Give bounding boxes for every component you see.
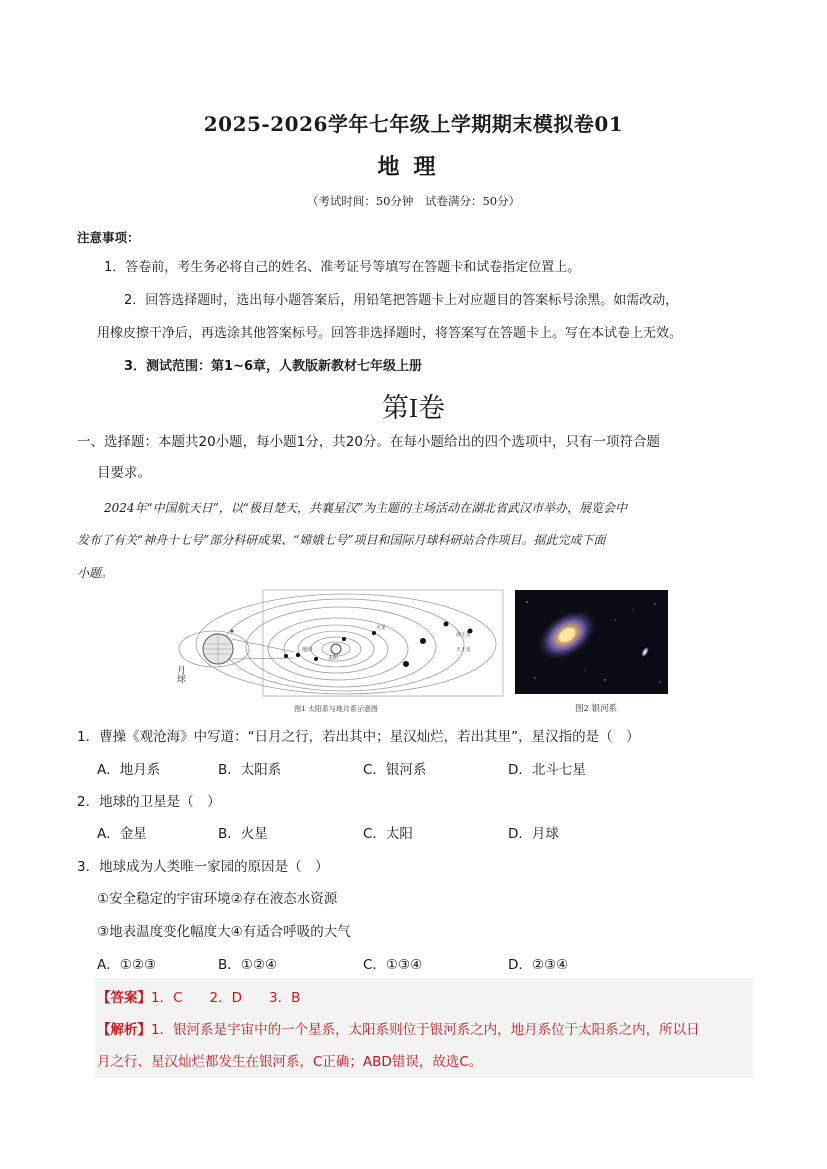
question-1-stem: 1．曹操《观沧海》中写道：“日月之行，若出其中；星汉灿烂，若出其里”，星汉指的是（ ） — [77, 729, 640, 745]
q1-option-b: B．太阳系 — [218, 762, 282, 778]
fig1-label-sun: 太阳 — [328, 655, 339, 661]
answer-line — [97, 986, 300, 1006]
intro-line-1: 2024年“中国航天日”，以“极目楚天，共襄星汉”为主题的主场活动在湖北省武汉市举办，展览会中 — [104, 501, 628, 515]
fig1-label-uranus: 天王星 — [456, 647, 472, 653]
section-instructions: 一、选择题：本题共20小题，每小题1分，共20分。在每小题给出的四个选项中，只有一项符合题 — [77, 434, 660, 450]
analysis-line-2: 月之行、星汉灿烂都发生在银河系，C正确；ABD错误，故选C。 — [97, 1054, 483, 1070]
q3-option-b: B．①②④ — [218, 957, 278, 973]
q3-option-c: C．①③④ — [363, 957, 423, 973]
q1-option-d: D．北斗七星 — [508, 762, 586, 778]
figure-milky-way-photo — [515, 590, 668, 694]
fig1-caption: 图1 太阳系与地月系示意图 — [294, 705, 378, 713]
note-item-2: 2．回答选择题时，选出每小题答案后，用铅笔把答题卡上对应题目的答案标号涂黑。如需改动， — [124, 293, 679, 308]
fig1-label-moon: 月球 — [176, 665, 185, 683]
subject-title: 地理 — [377, 154, 450, 180]
q2-option-a: A．金星 — [97, 826, 147, 842]
section-instructions-cont: 目要求。 — [97, 465, 151, 481]
notes-heading: 注意事项： — [77, 230, 140, 245]
q3-statement-2: ③地表温度变化幅度大④有适合呼吸的大气 — [97, 924, 351, 940]
part-title: 第I卷 — [382, 393, 445, 423]
analysis-label: 【解析】 — [97, 1022, 151, 1038]
q1-option-c: C．银河系 — [363, 762, 427, 778]
intro-line-3: 小题。 — [77, 566, 114, 580]
galaxy-image — [515, 590, 668, 694]
question-2-stem: 2．地球的卫星是（ ） — [77, 794, 221, 810]
fig1-label-earth: 地球 — [302, 647, 313, 653]
question-3-stem: 3．地球成为人类唯一家园的原因是（ ） — [77, 859, 329, 875]
q2-option-d: D．月球 — [508, 826, 559, 842]
analysis-text-1: 1．银河系是宇宙中的一个星系，太阳系则位于银河系之内，地月系位于太阳系之内，所以日 — [151, 1022, 700, 1038]
note-item-3: 3．测试范围：第1~6章，人教版新教材七年级上册 — [124, 359, 423, 374]
fig1-label-neptune: 海王星 — [456, 632, 472, 638]
answer-label: 【答案】 — [97, 990, 151, 1006]
answer-text: 1．C 2．D 3．B — [151, 990, 301, 1006]
exam-title: 2025-2026学年七年级上学期期末模拟卷01 — [203, 112, 624, 136]
q2-option-c: C．太阳 — [363, 826, 413, 842]
q2-option-b: B．火星 — [218, 826, 268, 842]
q1-option-a: A．地月系 — [97, 762, 161, 778]
analysis-line-1 — [97, 1018, 700, 1038]
solar-system-diagram — [176, 589, 506, 714]
q3-option-d: D．②③④ — [508, 957, 569, 973]
q3-statement-1: ①安全稳定的宇宙环境②存在液态水资源 — [97, 891, 338, 907]
fig1-label-mars: 火星 — [376, 625, 387, 631]
exam-time-info: （考试时间：50分钟 试卷满分：50分） — [306, 194, 521, 208]
q3-option-a: A．①②③ — [97, 957, 157, 973]
intro-line-2: 发布了有关“神舟十七号”部分科研成果、“嫦娥七号”项目和国际月球科研站合作项目。据此完成下面 — [77, 533, 606, 547]
sun-icon — [331, 644, 341, 654]
note-item-2-cont: 用橡皮擦干净后，再选涂其他答案标号。回答非选择题时，将答案写在答题卡上。写在本试卷上无效。 — [97, 326, 683, 341]
note-item-1: 1．答卷前，考生务必将自己的姓名、准考证号等填写在答题卡和试卷指定位置上。 — [104, 260, 581, 275]
fig2-caption: 图2 银河系 — [575, 704, 618, 714]
figure-solar-system — [176, 589, 506, 714]
